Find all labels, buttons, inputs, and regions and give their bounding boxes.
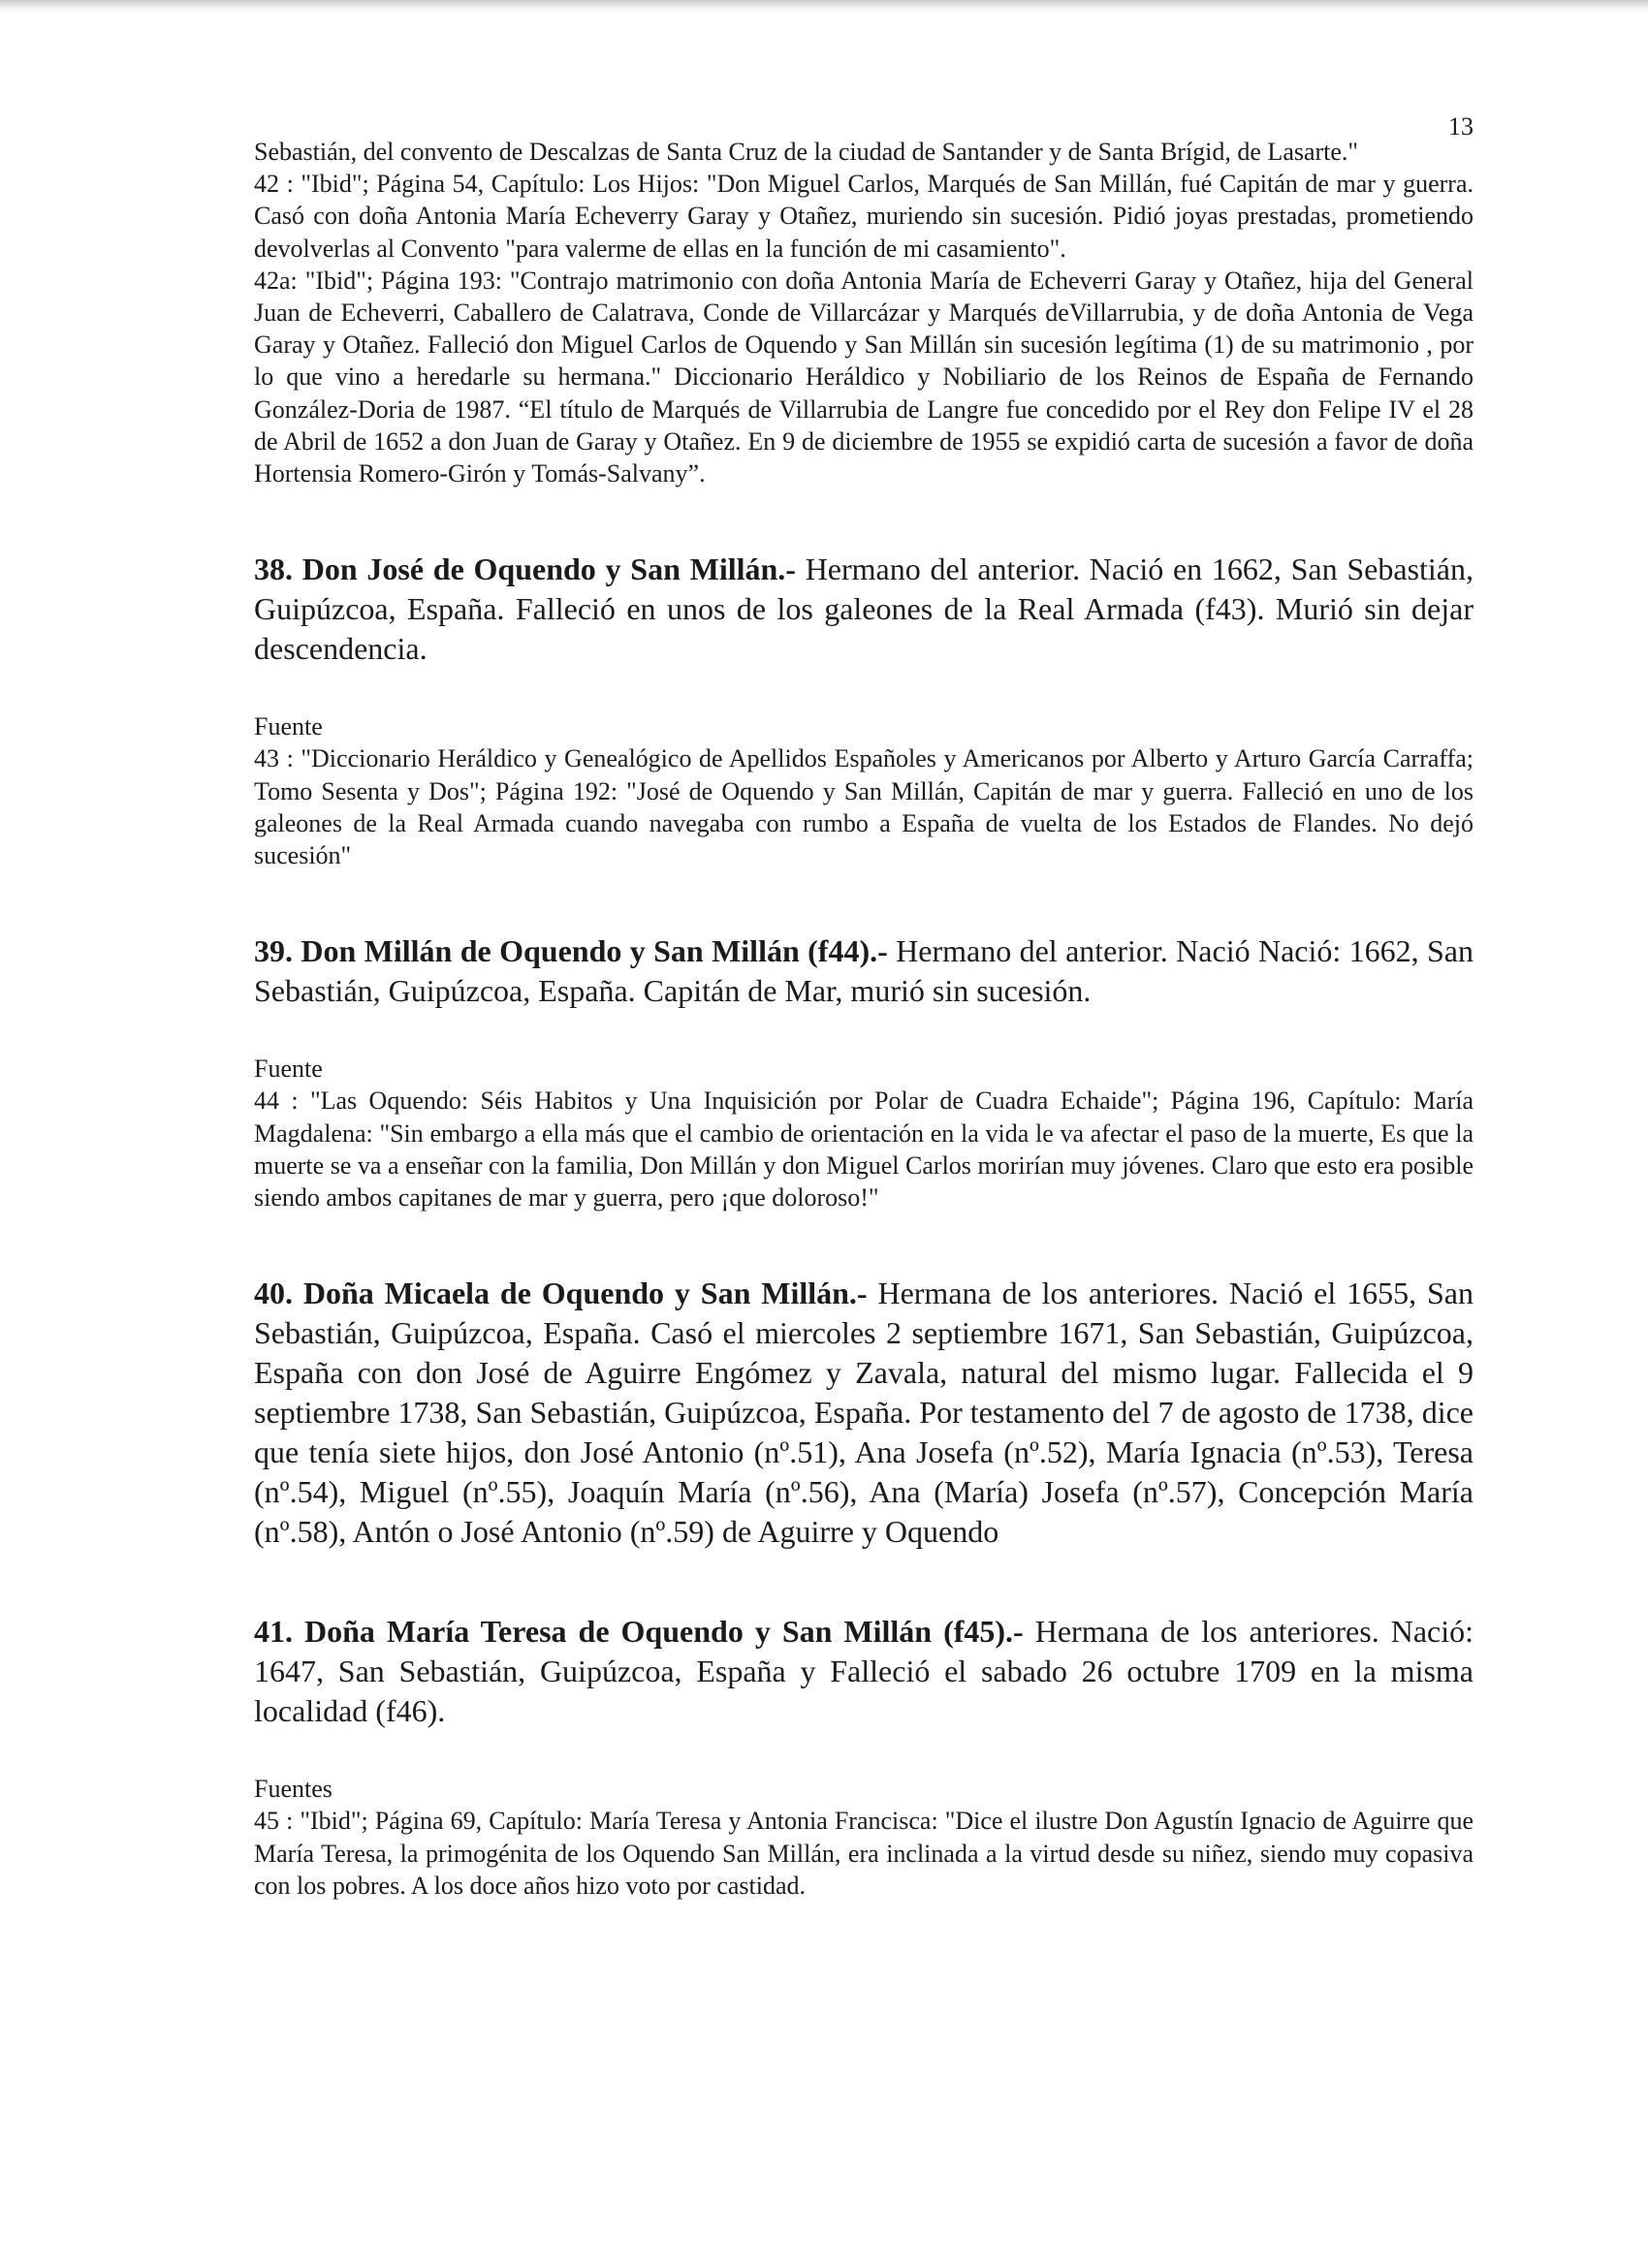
- scan-top-edge: [0, 0, 1648, 14]
- entry-text: Hermano del anterior. Nació Nació: 1662, San Sebastián, Guipúzcoa, España. Capitán de Mar, murió sin sucesión.: [254, 933, 1474, 1009]
- page-number: 13: [1448, 112, 1474, 141]
- intro-note: 42 : "Ibid"; Página 54, Capítulo: Los Hijos: "Don Miguel Carlos, Marqués de San Millán, fué Capitán de mar y guerra. Casó con doña Antonia María Echeverry Garay y Otañez, muriendo sin sucesión. Pidió joyas prestadas, prometiendo devolverlas al Convento "para valerme de ellas en la función de mi casamiento".: [254, 170, 1474, 263]
- entry-heading: 40. Doña Micaela de Oquendo y San Millán.-: [254, 1276, 868, 1311]
- page-body: [254, 136, 1474, 1902]
- source-text: 45 : "Ibid"; Página 69, Capítulo: María Teresa y Antonia Francisca: "Dice el ilustre Don Agustín Ignacio de Aguirre que María Teresa, la primogénita de los Oquendo San Millán, era inclinada a la virtud desde su niñez, siendo muy copasiva con los pobres. A los doce años hizo voto por castidad.: [254, 1807, 1474, 1900]
- entry-heading: 41. Doña María Teresa de Oquendo y San Millán (f45).-: [254, 1614, 1024, 1650]
- entry-40: [254, 1274, 1474, 1552]
- entry-text: Hermano del anterior. Nació en 1662, San Sebastián, Guipúzcoa, España. Falleció en unos de los galeones de la Real Armada (f43). Murió sin dejar descendencia.: [254, 551, 1474, 667]
- source-text: 43 : "Diccionario Heráldico y Genealógico de Apellidos Españoles y Americanos por Alberto y Arturo García Carraffa; Tomo Sesenta y Dos"; Página 192: "José de Oquendo y San Millán, Capitán de mar y guerra. Falleció en uno de los galeones de la Real Armada cuando navegaba con rumbo a España de vuelta de los Estados de Flandes. No dejó sucesión": [254, 744, 1474, 870]
- entry-41: [254, 1612, 1474, 1731]
- source-label: Fuentes: [254, 1775, 333, 1804]
- intro-note: Sebastián, del convento de Descalzas de Santa Cruz de la ciudad de Santander y de Santa Brígid, de Lasarte.": [254, 138, 1359, 166]
- entry-38: [254, 550, 1474, 669]
- entry-39: [254, 931, 1474, 1011]
- source-label: Fuente: [254, 712, 323, 741]
- entry-text: Hermana de los anteriores. Nació: 1647, San Sebastián, Guipúzcoa, España y Falleció el sabado 26 octubre 1709 en la misma localidad (f46).: [254, 1614, 1474, 1729]
- source-label: Fuente: [254, 1055, 323, 1084]
- entry-heading: 39. Don Millán de Oquendo y San Millán (f44).-: [254, 933, 888, 969]
- entry-heading: 38. Don José de Oquendo y San Millán.-: [254, 551, 796, 587]
- entry-text: Hermana de los anteriores. Nació el 1655, San Sebastián, Guipúzcoa, España. Casó el miercoles 2 septiembre 1671, San Sebastián, Guipúzcoa, España con don José de Aguirre Engómez y Zavala, natural del mismo lugar. Fallecida el 9 septiembre 1738, San Sebastián, Guipúzcoa, España. Por testamento del 7 de agosto de 1738, dice que tenía siete hijos, don José Antonio (nº.51), Ana Josefa (nº.52), María Ignacia (nº.53), Teresa (nº.54), Miguel (nº.55), Joaquín María (nº.56), Ana (María) Josefa (nº.57), Concepción María (nº.58), Antón o José Antonio (nº.59) de Aguirre y Oquendo: [254, 1276, 1474, 1550]
- intro-notes: [254, 136, 1474, 489]
- intro-note: 42a: "Ibid"; Página 193: "Contrajo matrimonio con doña Antonia María de Echeverri Garay y Otañez, hija del General Juan de Echeverri, Caballero de Calatrava, Conde de Villarcázar y Marqués deVillarrubia, y de doña Antonia de Vega Garay y Otañez. Falleció don Miguel Carlos de Oquendo y San Millán sin sucesión legítima (1) de su matrimonio , por lo que vino a heredarle su hermana." Diccionario Heráldico y Nobiliario de los Reinos de España de Fernando González-Doria de 1987. “El título de Marqués de Villarrubia de Langre fue concedido por el Rey don Felipe IV el 28 de Abril de 1652 a don Juan de Garay y Otañez. En 9 de diciembre de 1955 se expidió carta de sucesión a favor de doña Hortensia Romero-Girón y Tomás-Salvany”.: [254, 266, 1474, 488]
- source-text: 44 : "Las Oquendo: Séis Habitos y Una Inquisición por Polar de Cuadra Echaide"; Página 196, Capítulo: María Magdalena: "Sin embargo a ella más que el cambio de orientación en la vida le va afectar el paso de la muerte, Es que la muerte se va a enseñar con la familia, Don Millán y don Miguel Carlos morirían muy jóvenes. Claro que esto era posible siendo ambos capitanes de mar y guerra, pero ¡que doloroso!": [254, 1087, 1474, 1213]
